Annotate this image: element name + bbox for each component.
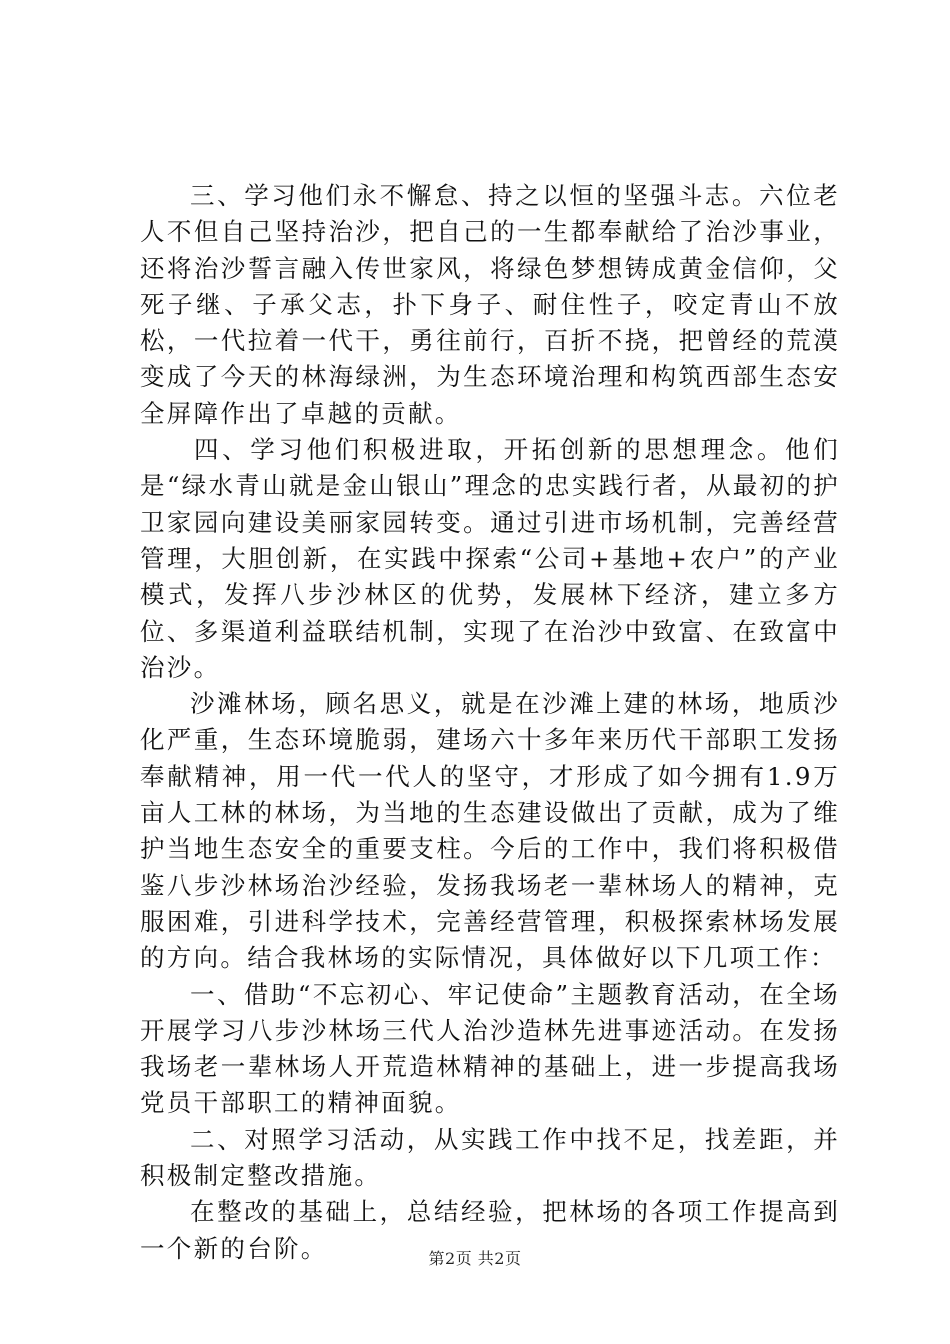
paragraph-shatan-forest-farm: 沙滩林场，顾名思义，就是在沙滩上建的林场，地质沙化严重，生态环境脆弱，建场六十多年来历代干部职工发扬奉献精神，用一代一代人的坚守，才形成了如今拥有1.9万亩人工林的林场，为当地的生态建设做出了贡献，成为了维护当地生态安全的重要支柱。今后的工作中，我们将积极借鉴八步沙林场治沙经验，发扬我场老一辈林场人的精神，克服困难，引进科学技术，完善经营管理，积极探索林场发展的方向。结合我林场的实际情况，具体做好以下几项工作：	[140, 689, 840, 973]
document-body	[140, 178, 840, 1267]
paragraph-task-two: 二、对照学习活动，从实践工作中找不足，找差距，并积极制定整改措施。	[140, 1124, 840, 1191]
paragraph-task-one: 一、借助“不忘初心、牢记使命”主题教育活动，在全场开展学习八步沙林场三代人治沙造林先进事迹活动。在发扬我场老一辈林场人开荒造林精神的基础上，进一步提高我场党员干部职工的精神面貌。	[140, 979, 840, 1118]
page-number-footer: 第2页 共2页	[428, 1249, 522, 1268]
paragraph-conclusion: 在整改的基础上，总结经验，把林场的各项工作提高到一个新的台阶。	[140, 1197, 840, 1263]
paragraph-study-innovation: 四、学习他们积极进取，开拓创新的思想理念。他们是“绿水青山就是金山银山”理念的忠实践行者，从最初的护卫家园向建设美丽家园转变。通过引进市场机制，完善经营管理，大胆创新，在实践中探索“公司+基地+农户”的产业模式，发挥八步沙林区的优势，发展林下经济，建立多方位、多渠道利益联结机制，实现了在治沙中致富、在致富中治沙。	[140, 435, 840, 682]
paragraph-study-perseverance: 三、学习他们永不懈怠、持之以恒的坚强斗志。六位老人不但自己坚持治沙，把自己的一生都奉献给了治沙事业，还将治沙誓言融入传世家风，将绿色梦想铸成黄金信仰，父死子继、子承父志，扑下身子、耐住性子，咬定青山不放松，一代拉着一代干，勇往前行，百折不挠，把曾经的荒漠变成了今天的林海绿洲，为生态环境治理和构筑西部生态安全屏障作出了卓越的贡献。	[140, 181, 840, 428]
